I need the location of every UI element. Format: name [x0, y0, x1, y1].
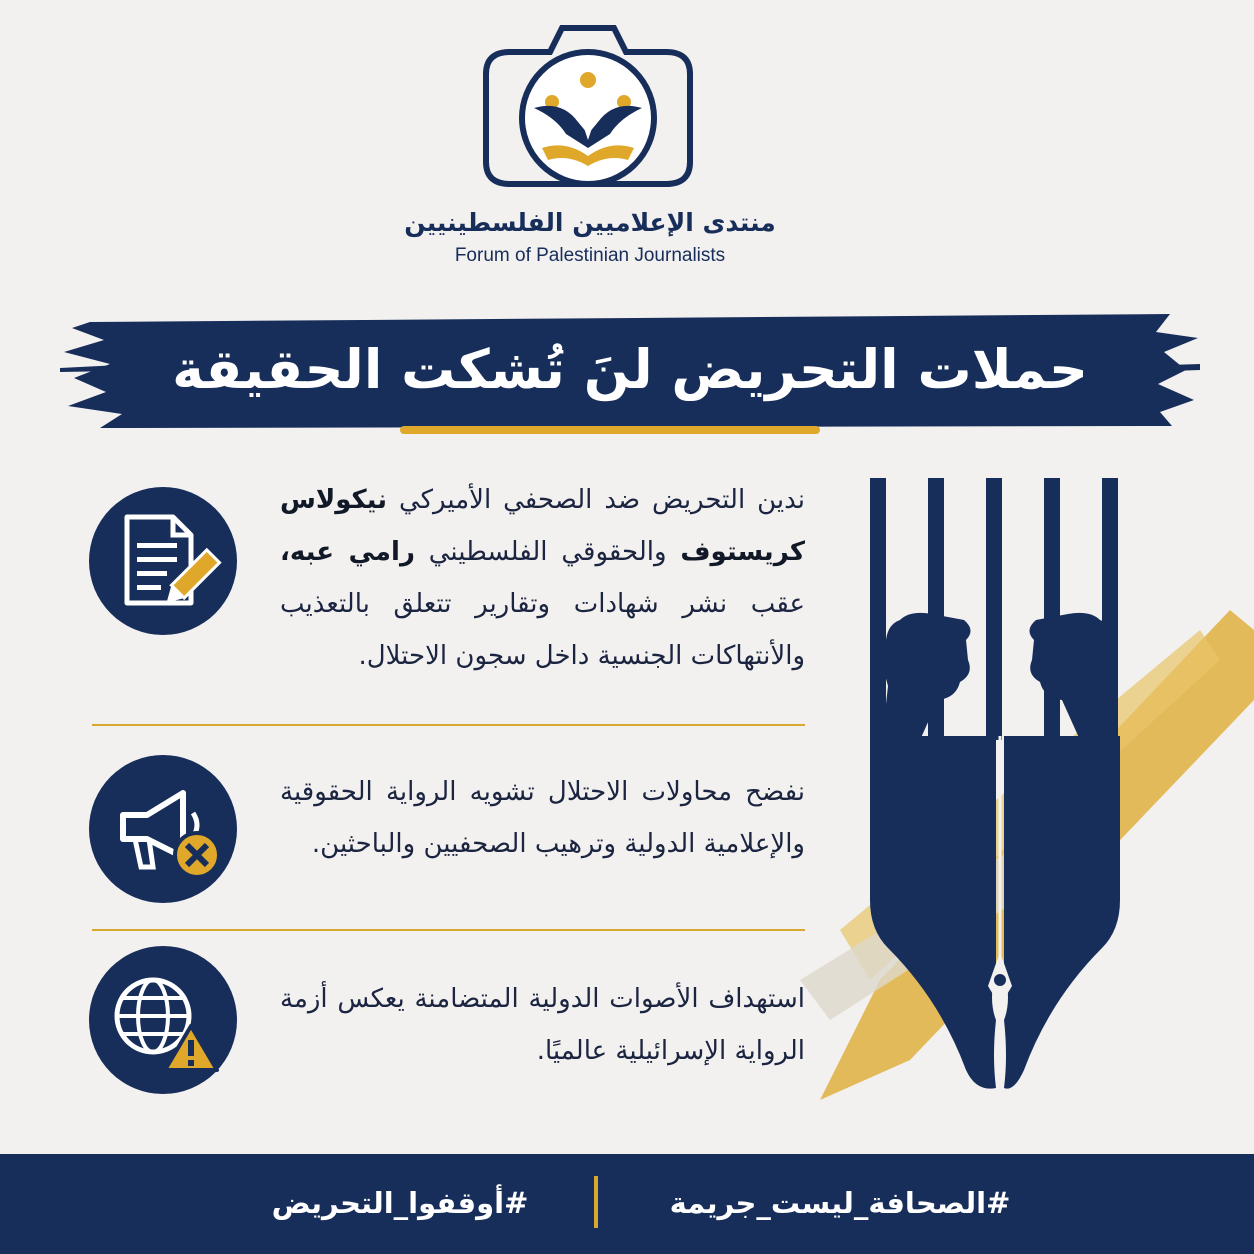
hashtag-journalism-not-crime: #الصحافة_ليست_جريمة: [669, 1186, 1011, 1220]
divider-2: [92, 929, 805, 931]
title-underline: [400, 426, 820, 434]
prison-bars-pen-illustration: [760, 460, 1254, 1140]
statement-2: نفضح محاولات الاحتلال تشويه الرواية الحقوقية والإعلامية الدولية وترهيب الصحفيين والباحثين.: [280, 777, 805, 859]
statement-1-name-2: رامي عبه،: [280, 537, 415, 567]
statement-1-end: عقب نشر شهادات وتقارير تتعلق بالتعذيب والأنتهاكات الجنسية داخل سجون الاحتلال.: [280, 589, 805, 671]
footer-divider: [594, 1176, 598, 1228]
footer-bar: [0, 1154, 1254, 1254]
logo-english-name: Forum of Palestinian Journalists: [454, 245, 726, 266]
forum-logo: [470, 22, 706, 192]
megaphone-x-icon: [87, 753, 239, 905]
statement-1-start: ندين التحريض ضد الصحفي الأميركي: [387, 485, 805, 515]
globe-warning-icon: [87, 944, 239, 1096]
hashtag-stop-incitement: #أوقفوا_التحريض: [271, 1186, 529, 1220]
statement-1-middle: والحقوقي الفلسطيني: [414, 537, 681, 567]
logo-arabic-name: منتدى الإعلاميين الفلسطينيين: [404, 208, 776, 237]
statement-1-name-1: نيكولاس كريستوف: [280, 485, 805, 567]
statement-1: [280, 474, 805, 682]
divider-1: [92, 724, 805, 726]
statement-3: استهداف الأصوات الدولية المتضامنة يعكس أزمة الرواية الإسرائيلية عالميًا.: [280, 984, 805, 1066]
page-title: حملات التحريض لنَ تُشكت الحقيقة: [172, 338, 1088, 401]
document-pencil-icon: [87, 485, 239, 637]
